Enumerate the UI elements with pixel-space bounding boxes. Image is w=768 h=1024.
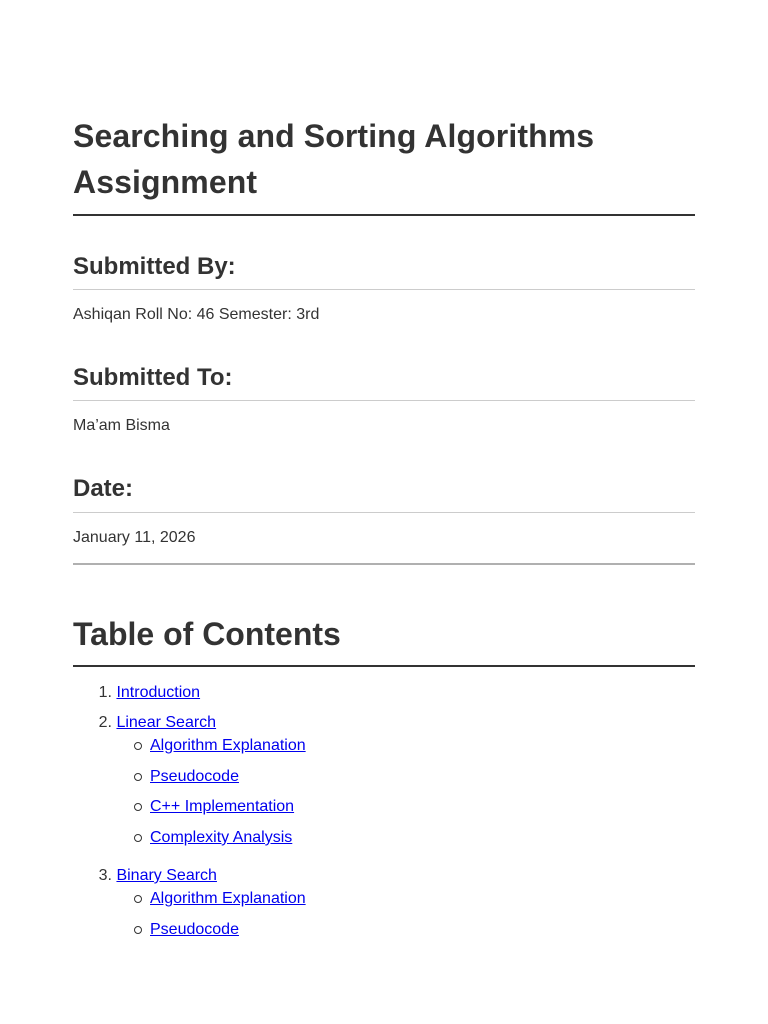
toc-heading: Table of Contents (73, 616, 341, 652)
toc-link-binary-search[interactable]: Binary Search (116, 867, 217, 884)
toc-link-binary-algorithm-explanation[interactable]: Algorithm Explanation (150, 890, 306, 907)
bullet-icon (134, 834, 142, 842)
bullet-icon (134, 773, 142, 781)
toc-link-binary-pseudocode[interactable]: Pseudocode (150, 921, 239, 938)
toc-item-binary-search (73, 865, 217, 887)
toc-link-linear-pseudocode[interactable]: Pseudocode (150, 768, 239, 785)
bullet-icon (134, 926, 142, 934)
submitted-to-divider (73, 400, 695, 401)
submitted-by-text: Ashiqan Roll No: 46 Semester: 3rd (73, 306, 320, 323)
toc-link-linear-algorithm-explanation[interactable]: Algorithm Explanation (150, 737, 306, 754)
toc-item-number: 1. (98, 684, 112, 701)
title-divider (73, 214, 695, 216)
document-title: Searching and Sorting Algorithms Assignment (73, 118, 595, 200)
bullet-icon (134, 742, 142, 750)
toc-item-number: 3. (98, 867, 112, 884)
toc-link-linear-cpp-implementation[interactable]: C++ Implementation (150, 798, 295, 815)
toc-item-introduction (73, 682, 200, 704)
submitted-to-heading: Submitted To: (73, 364, 233, 391)
toc-item-linear-search (73, 712, 216, 734)
date-text: January 11, 2026 (73, 529, 196, 546)
bullet-icon (134, 895, 142, 903)
toc-item-number: 2. (98, 714, 112, 731)
toc-link-linear-search[interactable]: Linear Search (116, 714, 217, 731)
date-heading: Date: (73, 475, 134, 502)
toc-divider (73, 665, 695, 667)
submitted-to-text: Ma’am Bisma (73, 417, 170, 434)
bullet-icon (134, 803, 142, 811)
header-end-divider (73, 563, 695, 565)
date-divider (73, 512, 695, 513)
submitted-by-divider (73, 289, 695, 290)
submitted-by-heading: Submitted By: (73, 253, 236, 280)
toc-link-introduction[interactable]: Introduction (116, 684, 201, 701)
toc-link-linear-complexity-analysis[interactable]: Complexity Analysis (150, 829, 293, 846)
